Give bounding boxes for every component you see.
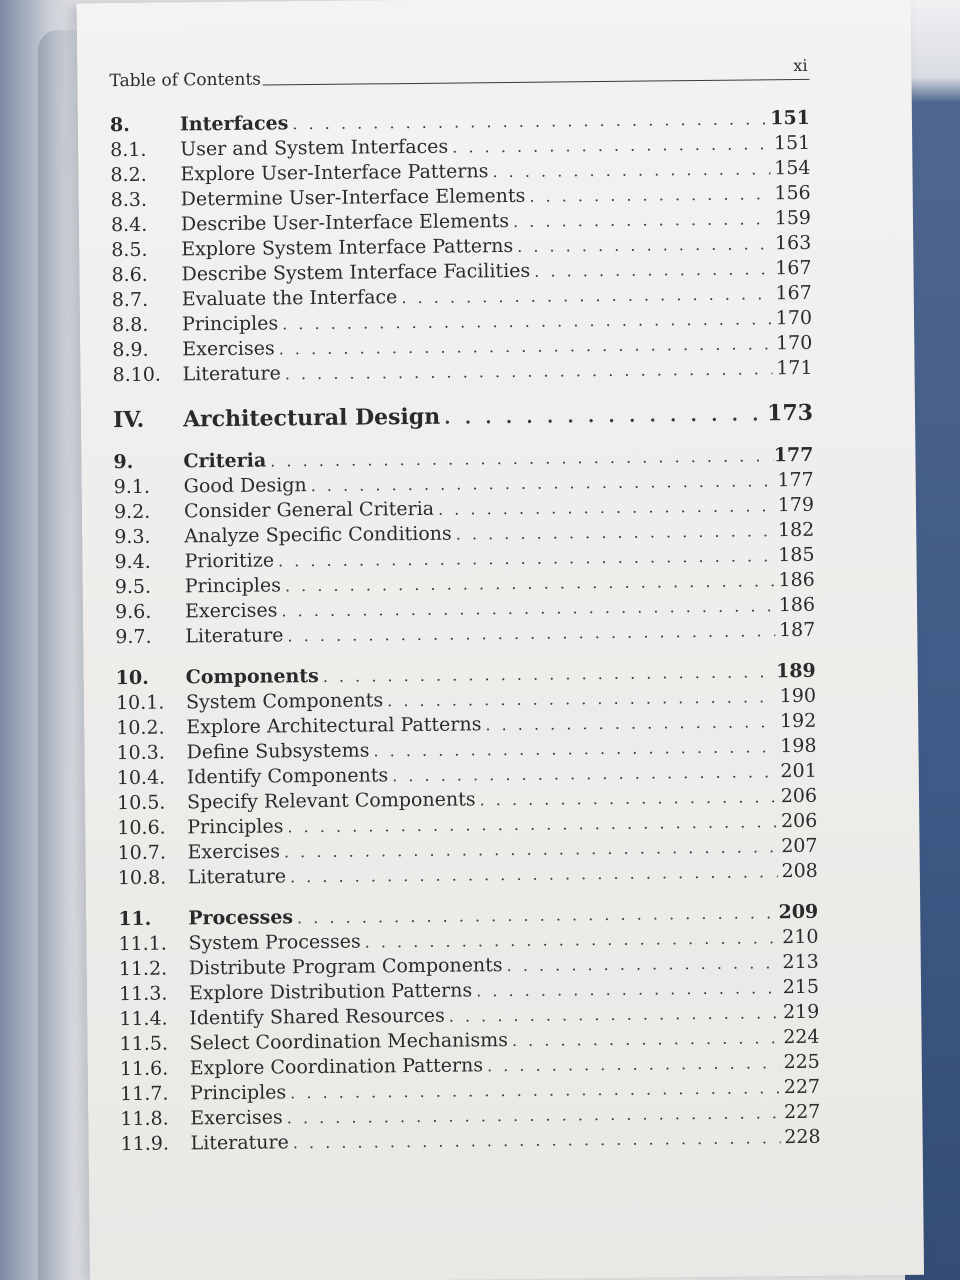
entry-number: 9.7.: [115, 625, 152, 649]
entry-page: 206: [780, 809, 818, 833]
entry-page: 186: [778, 593, 816, 617]
entry-number: 11.9.: [120, 1132, 170, 1156]
running-header-title: Table of Contents: [109, 69, 262, 92]
entry-page: 198: [780, 734, 817, 758]
entry-title: System Processes: [188, 930, 361, 955]
entry-title: Exercises: [190, 1106, 283, 1130]
entry-number: 11.: [118, 907, 152, 931]
entry-title: Literature: [187, 865, 287, 889]
entry-title: User and System Interfaces: [180, 135, 449, 161]
entry-title: Describe System Interface Facilities: [181, 259, 531, 286]
entry-number: 8.10.: [112, 363, 162, 387]
entry-page: 209: [778, 900, 819, 924]
entry-number: 9.5.: [114, 575, 152, 599]
dot-leader: [525, 181, 771, 209]
entry-number: 11.3.: [118, 982, 168, 1006]
dot-leader: [281, 356, 773, 386]
entry-page: 173: [766, 399, 814, 427]
dot-leader: [472, 975, 779, 1003]
entry-page: 177: [777, 468, 814, 492]
entry-page: 170: [775, 306, 813, 330]
dot-leader: [445, 1000, 780, 1029]
entry-number: 10.1.: [115, 691, 165, 715]
entry-page: 224: [783, 1025, 820, 1049]
dot-leader: [508, 1025, 780, 1053]
entry-number: 8.6.: [111, 263, 148, 287]
entry-number: 8.1.: [110, 138, 147, 162]
part-heading-row[interactable]: [113, 397, 813, 436]
entry-number: 11.1.: [118, 932, 168, 956]
entry-title: Select Coordination Mechanisms: [189, 1029, 509, 1055]
entry-page: 151: [773, 131, 811, 155]
entry-title: Exercises: [184, 599, 278, 623]
entry-page: 192: [779, 709, 817, 733]
entry-number: 11.8.: [120, 1107, 169, 1131]
entry-page: 227: [783, 1075, 821, 1099]
entry-number: 8.7.: [111, 288, 149, 312]
entry-title: Determine User-Interface Elements: [180, 184, 526, 211]
entry-title: Explore User-Interface Patterns: [180, 160, 489, 186]
entry-page: 170: [775, 331, 813, 355]
entry-number: 8.5.: [111, 238, 148, 262]
running-header: [109, 60, 809, 91]
entry-title: Literature: [185, 624, 284, 648]
entry-number: 10.8.: [117, 866, 167, 890]
entry-title: Literature: [182, 362, 281, 386]
entry-title: Principles: [181, 312, 279, 336]
entry-number: 8.8.: [111, 313, 149, 337]
entry-title: Explore Coordination Patterns: [189, 1054, 484, 1080]
entry-number: 10.5.: [116, 791, 166, 815]
entry-title: Exercises: [182, 337, 275, 361]
entry-page: 228: [784, 1125, 821, 1149]
entry-page: 219: [782, 1000, 820, 1024]
entry-title: Exercises: [187, 840, 281, 864]
entry-title: Principles: [184, 574, 282, 598]
dot-leader: [513, 231, 771, 259]
entry-title: Literature: [190, 1131, 289, 1155]
entry-title: Explore System Interface Patterns: [181, 234, 514, 261]
chapter-section: [110, 106, 813, 388]
entry-title: Identify Shared Resources: [189, 1004, 445, 1030]
part-section: [113, 397, 813, 436]
entry-number: 9.3.: [114, 525, 151, 549]
entry-number: 8.4.: [110, 213, 148, 237]
header-rule: [263, 79, 810, 86]
entry-title: Describe User-Interface Elements: [180, 209, 510, 236]
entry-number: 9.6.: [114, 600, 152, 624]
entry-page: 207: [781, 834, 818, 858]
entry-page: 177: [773, 443, 814, 467]
entry-page: 206: [780, 784, 818, 808]
entry-number: 10.4.: [116, 766, 166, 790]
entry-number: 9.2.: [113, 500, 151, 524]
entry-number: 11.2.: [118, 957, 168, 981]
dot-leader: [475, 784, 777, 812]
entry-title: Criteria: [183, 449, 267, 473]
entry-title: Prioritize: [184, 549, 275, 573]
entry-title: Distribute Program Components: [188, 954, 503, 980]
entry-title: Consider General Criteria: [183, 497, 435, 523]
entry-page: 159: [774, 206, 812, 230]
entry-number: 9.4.: [114, 550, 151, 574]
dot-leader: [434, 493, 774, 522]
entry-title: Principles: [187, 815, 284, 839]
entry-number: 8.9.: [112, 338, 149, 362]
entry-title: Components: [185, 665, 319, 689]
entry-page: 156: [774, 181, 811, 205]
entry-page: 190: [779, 684, 817, 708]
dot-leader: [397, 281, 772, 310]
entry-page: 167: [775, 281, 812, 305]
entry-number: 8.: [109, 113, 130, 137]
entry-number: 9.: [113, 450, 134, 474]
table-of-contents: [110, 106, 821, 1173]
dot-leader: [483, 1050, 780, 1078]
entry-page: 187: [778, 618, 816, 642]
entry-title: Identify Components: [186, 764, 389, 789]
entry-page: 208: [781, 859, 818, 883]
dot-leader: [448, 131, 770, 159]
entry-number: 11.5.: [119, 1032, 169, 1056]
entry-title: System Components: [185, 689, 384, 714]
entry-number: IV.: [112, 406, 145, 434]
dot-leader: [289, 1125, 781, 1155]
entry-number: 8.2.: [110, 163, 147, 187]
chapter-section: [116, 659, 818, 891]
entry-title: Analyze Specific Conditions: [184, 522, 452, 548]
dot-leader: [509, 206, 771, 234]
entry-page: 186: [778, 568, 815, 592]
entry-page: 151: [770, 106, 811, 130]
entry-page: 167: [775, 256, 812, 280]
entry-number: 11.7.: [119, 1082, 169, 1106]
chapter-section: [113, 443, 815, 650]
entry-number: 10.7.: [117, 841, 167, 865]
entry-page: 201: [780, 759, 817, 783]
entry-number: 11.6.: [119, 1057, 169, 1081]
entry-page: 225: [783, 1050, 820, 1074]
entry-page: 163: [774, 231, 812, 255]
book-page: [77, 0, 924, 1280]
dot-leader: [440, 399, 765, 434]
dot-leader: [452, 518, 775, 546]
dot-leader: [488, 156, 770, 184]
entry-title: Processes: [188, 906, 294, 930]
entry-page: 215: [782, 975, 820, 999]
entry-page: 189: [775, 659, 816, 683]
entry-number: 10.: [115, 666, 149, 690]
entry-page: 179: [777, 493, 815, 517]
entry-number: 10.2.: [116, 716, 165, 740]
page-number: xi: [793, 55, 808, 75]
entry-page: 227: [783, 1100, 821, 1124]
dot-leader: [502, 950, 778, 978]
entry-title: Specify Relevant Components: [186, 788, 476, 814]
entry-number: 10.3.: [116, 741, 166, 765]
dot-leader: [283, 618, 775, 648]
entry-title: Evaluate the Interface: [181, 286, 398, 311]
entry-title: Good Design: [183, 474, 307, 498]
entry-number: 11.4.: [119, 1007, 168, 1031]
chapter-section: [118, 900, 821, 1157]
entry-page: 185: [778, 543, 815, 567]
entry-title: Define Subsystems: [186, 739, 370, 764]
entry-page: 210: [782, 925, 819, 949]
dot-leader: [530, 256, 772, 284]
entry-page: 182: [777, 518, 815, 542]
entry-number: 10.6.: [117, 816, 166, 840]
dot-leader: [481, 709, 776, 737]
entry-page: 213: [782, 950, 819, 974]
entry-title: Explore Architectural Patterns: [186, 713, 482, 739]
entry-title: Architectural Design: [182, 403, 441, 433]
entry-page: 154: [774, 156, 811, 180]
entry-title: Explore Distribution Patterns: [188, 979, 473, 1005]
entry-number: 9.1.: [113, 475, 151, 499]
entry-title: Principles: [189, 1081, 287, 1105]
entry-page: 171: [776, 356, 813, 380]
dot-leader: [286, 859, 778, 889]
entry-title: Interfaces: [179, 112, 289, 136]
entry-number: 8.3.: [110, 188, 148, 212]
